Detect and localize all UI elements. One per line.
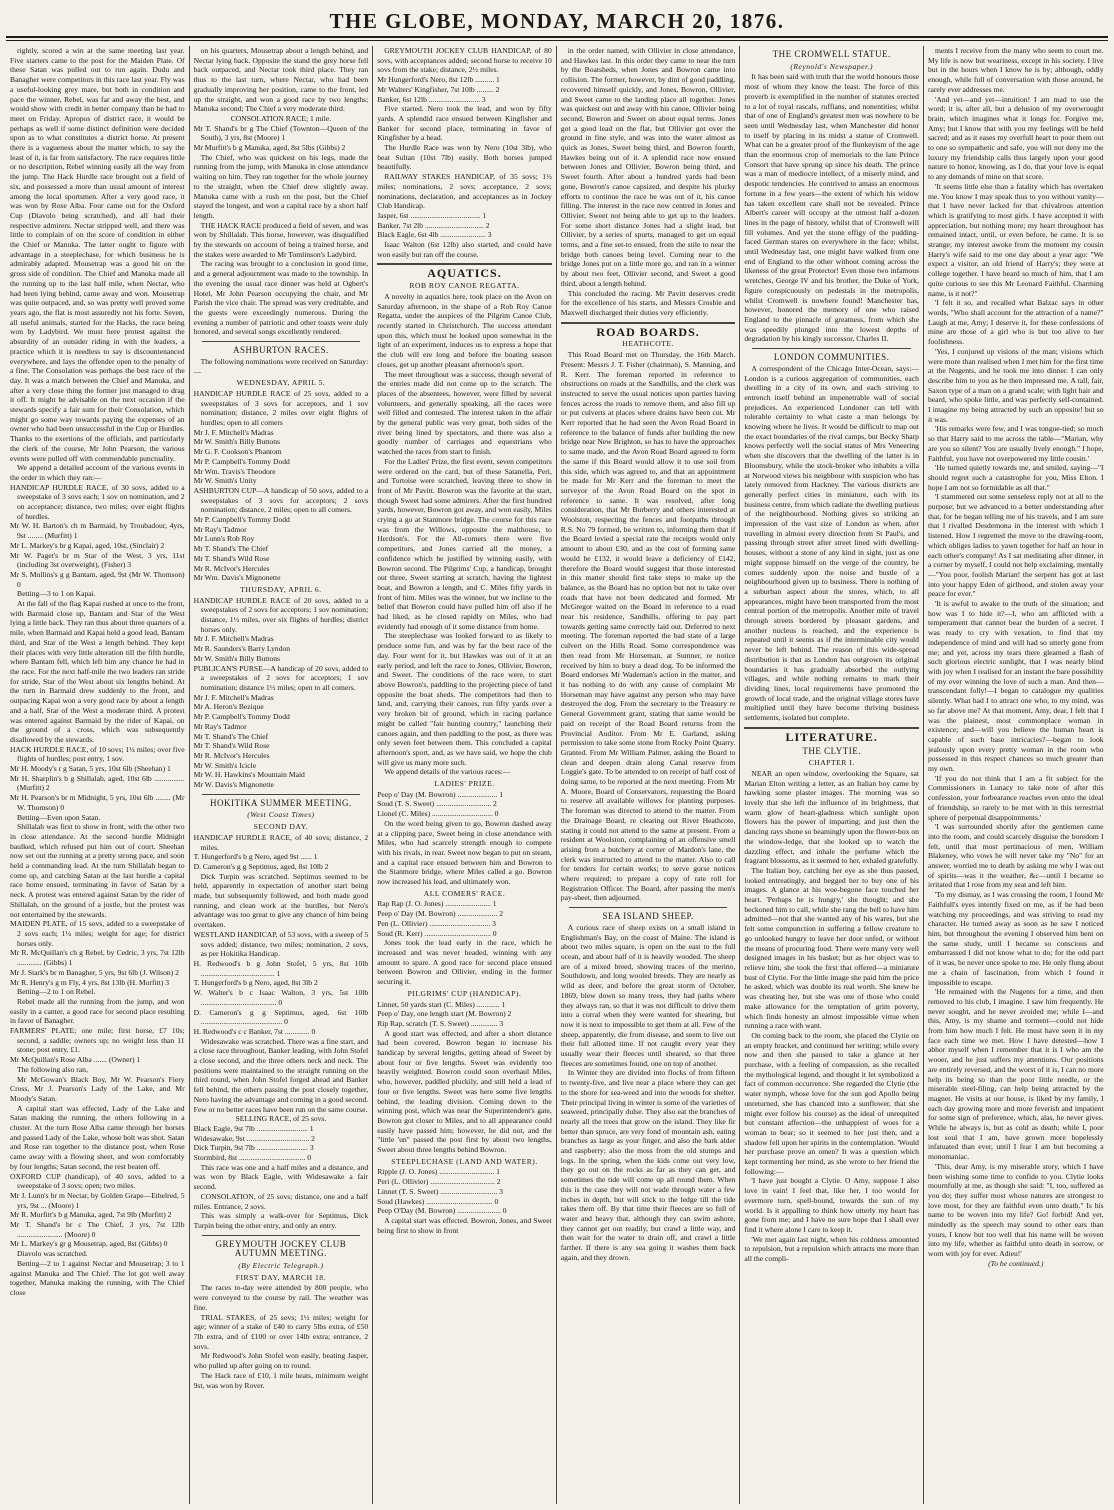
race-heading: PILGRIMS' CUP (HANDICAP). [407,988,522,998]
article-text: RAILWAY STAKES HANDICAP, of 35 sovs; 1½ miles; nominations, 2 sovs; acceptance, 2 sovs; nominations, declaration, and acceptances as in Jockey Club Handicap. [377,172,552,211]
race-result: Ripple (J. O. Jones) ............................. 1 [377,1167,500,1177]
article-text: Dick Turpin was scratched. Septimus seemed to be held, apparently in expectation of another start being made, but subsequently followed, and both made good running, and clean work at the hurdles, but Nero's advantage was too great to give any chance of him being overtaken. [193,871,369,930]
article-text: Betting—2 to 1 against Nectar and Mousetrap; 3 to 1 against Manuka and The Chief. The lot got well away together, Manuka making the running, with The Chief close [10,1258,185,1297]
article-text: Shillalah was first to show in front, with the other two in close attendance. At the second hurdle Midnight baulked, which refused put him out of court. Sheehan now set out the running at a pretty strong pace, and soon held a commanding lead. At the turn Shillalah began to come up, and catching Satan at the last hurdle a capital race home ensued, terminating in favor of Satan by a neck. A protest was entered against Satan by the rider of Shillalah, on the ground of a jostle, but the protest was not entertained by the stewards. [10,822,185,919]
race-result: Jasper, 6st ..................................... 1 [377,210,487,220]
article-text: TRIAL STAKES, of 25 sovs; 1½ miles; weight for age; winner of a stake of £40 to carry 5lbs extra, of £50 7lb extra, and of £100 or over 14lb extra; entrance, 2 sovs. [193,1312,369,1351]
article-text: Widesawake was scratched. There was a fine start, and a close race throughout, Banker leading, with John Stofel a close second, and the three others neck and neck. The positions were maintained to the straight running on the third round, when John Stofel forged ahead and Banker fell behind, the others passing the post closely together, Nero having the advantage and coming in a good second. Few or no better races have been run on the same course. [193,1036,369,1114]
story-title: THE CLYTIE. [802,745,861,756]
source-line: (Reynold's Newspaper.) [790,61,873,71]
article-text: 'His remarks were few, and I was tongue-tied; so much so that Harry said to me across the table—"Marian, why are you so silent? You are usually lively enough." I hope, Faithful, you have not overpowered my little cousin.' [927,424,1104,463]
article-text: The Italian boy, catching her eye as she thus paused, looked entreatingly, and begged her to buy one of his images. A glance at his woe-begone face touched her heart. 'Perhaps he is hungry,' she thought; and she beckoned him to call, while she rang the bell to have him admitted—not that she wanted any of his wares, but she felt some compunction in suffering a fellow creature to go unlooked hungry to leave her door unfed, or without the means of procuring food. There were many very well designed images in his basket; but as her object was to relieve him, she took the first that offered—a miniature bust of Clytie. For the little image she paid him the price he asked, which was double its real worth. She knew he was cheating her, but she was one of those who could make allowance for the temptation of grim poverty, which finds honesty an almost impossible virtue when running a race with want. [744,865,919,1031]
article-text: 'I have just bought a Clytie. O Amy, suppose I also love in vain! I feel that, like her, I too would for evermore turn, spell-bound, towards the sun of my world. Is it appalling to think how utterly my heart has gone from me; and I have no sure hope that I shall ever find it where alone I care to keep it. [744,1176,919,1234]
race-result: T. Hungerford's b g Nero, aged 9st ...... 1 [193,852,318,862]
article-text: The steeplechase was looked forward to as likely to produce some fun, and was by far the best race of the day. Four went for it, but Hawkes was out of it at an early period, and left the race to Jones, Ollivier, Bowron, and Sweet. The conditions of the race were, to start above Bowron's, paddling to the projecting piece of land opposite the boat sheds. The competitors had then to land, and, carrying their canoes, run fifty yards over a very broken bit of ground, which in racing parlance might be called "fair hunting country," launching their canoes again, and then paddling to the post, as there was only seven feet between them. This concluded a capital afternoon's sport, and, as we have said, we hope the club will give us many more such. [377,631,552,767]
race-result: Mr McQuillan's Rose Alba ....... (Owner) 1 [10,1055,141,1065]
article-text: A capital start was effected. Bowron, Jones, and Sweet being first to show in front [377,1215,552,1235]
divider [744,727,919,729]
entry: Mr Wm. Davis's Mignonette [193,573,281,583]
race-result: Mr L. Markey's br g Kapai, aged, 10st, (Sinclair) 2 [10,540,165,550]
page-columns [6,46,1108,1504]
entry: Mr P. Campbell's Tommy Dodd [193,456,290,466]
article-text: in the order named, with Ollivier in close attendance, and Hawkes last. In this order they came to near the turn by the Boatsheds, when Jones and Bowron came into collision. The former, however, by dint of good paddling, recovered himself quickly, and Jones, Bowron, Ollivier, and Sweet came to the landing place all together. Jones was quickest out and away with his canoe, Ollivier being second, Bowron and Sweet on about equal terms. Jones got a good lead on the flat, but Ollivier got over the ground in fine style, and was into the water almost as quick as Jones, Sweet being third, and Bowron fourth, Hawkes being out of it. A splendid race now ensued between Jones and Ollivier, Bowron being third, and Sweet fourth. After about a hundred yards had been gone, Bowron's canoe capsized, and despite his plucky efforts to continue the race he was out of it, his canoe filling. The interest in the race now centred in Jones and Ollivier, Sweet not being able to get up to the leaders. For some short distance Jones had a slight lead, but Ollivier, by a series of spurts, managed to get on equal terms, and a fine set-to ensued, from the stile to near the bridge both canoes being level. Coming near to the bridge Jones put on a little more go, and ran in a winner by about two feet, Ollivier second, and Sweet a good third, about a length behind. [560,46,736,288]
section-heading: GREYMOUTH JOCKEY CLUB AUTUMN MEETING. [215,1238,347,1259]
article-text: The following nominations were received on Saturday:— [193,356,369,376]
race-title: HANDICAP HURDLE RACE of 20 sovs, added to a sweepstakes of 2 sovs for acceptors; 1 sov nomination; distance, 1½ miles, over six flights of hurdles; district horses only. [193,595,369,634]
column-2 [190,46,374,1504]
race-result: Mr Hungerford's Nero, 8st 12lb .......... 1 [377,75,500,85]
entry: Mr W. Smith's Billy Buttons [193,653,280,663]
section-heading: THE CROMWELL STATUE. [772,49,891,59]
article-text: We append details of the various races:— [384,767,511,777]
race-title: OXFORD CUP (handicap), of 40 sovs, added to a sweepstake of 3 sovs; open; two miles. [10,1171,185,1191]
article-text: Mr McGowan's Black Boy, Mr W. Pearson's Fiery Cross, Mr J. Pearson's Lady of the Lake, and Mr Moody's Satan. [10,1074,185,1103]
race-result: Soud (R. Kerr) ................................... 0 [377,928,497,938]
article-text: Five started. Nero took the lead, and won by fifty yards. A splendid race ensued between Kingfisher and Banker for second place, terminating in favor of Kingfisher by a head. [377,104,552,143]
masthead-rule-thin [6,40,1108,41]
article-text: The Hack race of £10, 1 mile heats, minimum weight 9st, was won by Rover. [193,1370,369,1390]
article-text: The racing was brought to a conclusion in good time, and a general adjournment was made to the township. In the evening the usual race dinner was held at Ogbert's Hotel, Mr John Pearson occupying the chair, and Mr Parish the vice chair. The spread was very creditable, and the guests were exceedingly numerous. During the evening a number of patriotic and other toasts were duly honored, and several songs excellently rendered. [193,259,369,337]
article-text: Diavolo was scratched. [17,1249,88,1259]
article-text: CONSOLATION, of 25 sovs; distance, one and a half miles. Entrance, 2 sovs. [193,1191,369,1211]
race-heading: LADIES' PRIZE. [434,779,495,789]
column-5 [740,46,924,1504]
betting-line: Betting—3 to 1 on Kapai. [17,589,96,599]
race-title: HANDICAP HURDLE RACE, of 30 sovs, added to a sweepstake of 3 sovs each; 1 sov on nomination, and 2 on acceptance; distance, two miles; over eight flights of hurdles. [10,482,185,521]
entry: Mr T. Shand's Wild Rose [193,553,270,563]
entry: Mr A. Heron's Bezique [193,702,264,712]
entry: Mr R. McIvor's Hercules [193,563,270,573]
article-text: Isaac Walton (6st 12lb) also started, and could have won easily but ran off the course. [377,240,552,259]
article-text: 'If you do not think that I am a fit subject for the Commissioners in Lunacy to take note of after this confession, your forbearance reaches even unto the ideal of friendship, so rarely to be met with in this terrestrial sphere of perpetual disappointments.' [927,773,1104,822]
race-result: Rip Rap, scratch (T. S. Sweet) .............. 3 [377,1018,504,1028]
race-title: HANDICAP HURDLE RACE, of 40 sovs; distance, 2 miles. [193,832,369,852]
section-heading: LITERATURE. [785,729,878,744]
race-title: ASHBURTON CUP—A handicap of 50 sovs, added to a sweepstakes of 3 sovs for acceptors; 2 sovs nomination; distance, 2 miles; open to all comers. [193,485,369,515]
article-text: Rebel made all the running from the jump, and won easily in a canter, a good race for second place resulting in favor of Banagher. [10,996,185,1026]
entry: Mr Ray's Tadmor [193,721,247,731]
entry: Mr P. Campbell's Tommy Dodd [193,515,290,525]
column-3 [373,46,557,1504]
article-text: A good start was effected, and after a short distance had been covered, Bowron began to increase his handicap by several lengths, getting ahead of Sweet by about four or five lengths. Sweet was evidently too heavily weighted. Bowron could soon overhaul Miles, who, however, paddled pluckily, and still held a lead of four or five lengths. Sweet was here some five lengths behind, the leading division. Coming down to the winning post, which was near the Superintendent's gate, Bowron got closer to Miles, and to all appearance could easily have passed him; however, he did not, and the "little 'un" passed the post first by about two lengths, Sweet about three lengths behind Bowron. [377,1028,552,1155]
article-text: At the fall of the flag Kapai rushed at once to the front, with Barmaid close up, Bantam and Star of the West lying a little back. They ran thus about three quarters of a mile, when Barmaid and Kapai held a good lead, Bantam third, and Star of the West a length behind. They kept their places with very little alteration till the fifth hurdle, where Bantam fell, which left him any chance he had in the race. For the next half-mile the two leaders ran stride for stride, Star of the West about six lengths behind. At the turn in Barmaid drew suddenly to the front, and outpacing Kapai won a very good race by about a length and a half, Star of the West a moderate third. A protest was entered against Barmaid by the rider of Kapai, on the ground of a cross, which was subsequently disallowed by the stewards. [10,599,185,744]
article-text: 'We met again last night, when his coldness amounted to repulsion, but a repulsion which attracts me more than all the compli- [744,1234,919,1264]
article-text: For the Ladies' Prize, the first event, seven competitors were ordered on the card, but of these Satanella, Peri, and Tortoise were scratched, leaving three to show in front of Mr Pavitt. Bowron was the favorite at the start, though Sweet had some admirers. After the first hundred yards, however, Bowron got away, and won easily, Miles crying a go at Stanmore bridge. The course for this race was from the Willows, opposite the malthouse, to Herdson's. For the All-comers there were five competitors, and Jones carried all the money, a confidence which he justified by winning easily, with Bowron second. The Pilgrims' Cup, a handicap, brought out three, Sweet starting at scratch, having the lightest boat, and Bowron a length, and C. Miles fifty yards in front of him. Miles was the winner, but we incline to the belief that Bowron could have pulled him off also if he had liked, as he closed rapidly on Miles, who had evidently had enough of it some distance from home. [377,456,552,631]
race-result: Mr W. H. Barton's ch m Barmaid, by Troubadour, 4yrs, 9st ........ (Murfitt) 1 [10,521,185,541]
race-result: Banker, 7st 2lb ............................... 2 [377,220,490,230]
race-result: Peep o' Day, one length start (M. Bowron) 2 [377,1009,512,1019]
race-result: Mr H. Sharplin's b g Shillalah, aged, 10st 6lb ................ (Murfitt) 2 [10,773,185,793]
race-result: Mr T. Shand's br g The Chief (Townton—Queen of the South), 3 yrs, 8st (Moore) 1 [193,123,369,143]
race-result: H. Redwood's c c Banker, 7st ............. 0 [193,1026,316,1036]
article-text: A novelty in aquatics here, took place on the Avon on Saturday afternoon, in the shape of a Rob Roy Canoe Regatta, under the auspices of the Pilgrim Canoe Club, recently started in Christchurch. The success attendant upon this, which must be looked upon somewhat in the light of an experiment, induces us to express a hope that the club will ere long and before the boating season closes, get up another pleasant afternoon's sport. [377,291,552,369]
race-result: Peep o' Day (M. Bowron) ..................... 2 [377,909,503,919]
day-heading: FIRST DAY, MARCH 18. [235,1272,327,1282]
article-text: 'I stammered out some senseless reply not at all to the purpose; but we advanced to a better understanding after that, for he began telling me of his travels, and I am sure that I rivalled Desdemona in the interest with which I listened. How I regretted the move to the drawing-room, which obliges ladies to yawn together for half an hour in each other's company! As I sat meditating after dinner, in a corner by myself, I could not help exclaiming, mentally—"You poor, foolish Marian! the serpent has got at last into your happy Eden of girlhood, and stolen away your peace for ever." [927,492,1104,599]
race-title: HANDICAP HURDLE RACE of 25 sovs, added to a sweepstakes of 3 sovs for acceptors, and 1 sov nomination; distance, 2 miles over eight flights of hurdles; open to all comers [193,388,369,428]
section-heading: AQUATICS. [427,266,502,281]
entry: Mr P. Campbell's Tommy Dodd [193,712,290,722]
article-text: GREYMOUTH JOCKEY CLUB HANDICAP, of 80 sovs, with acceptances added; second horse to receive 10 sovs from the stake; distance, 2½ miles. [377,46,552,75]
divider [202,341,361,342]
race-result: Widesawake, 9st ................................. 2 [193,1133,315,1143]
race-heading: ALL COMERS' RACE. [423,888,506,898]
entry: Mr T. Shand's The Chief [193,544,269,554]
article-text: The Hurdle Race was won by Nero (10st 3lb), who beat Sultan (10st 7lb) easily. Both horses jumped beautifully. [377,143,552,172]
divider [377,263,552,265]
day-heading: SECOND DAY. [253,822,309,832]
race-heading: STEEPLECHASE (LAND AND WATER). [391,1156,538,1166]
race-result: Pen (L. Ollivier) ................................ 3 [377,918,496,928]
entry: Mr T. Shand's Wild Rose [193,741,270,751]
article-text: 'Yes, I conjured up visions of the man; visions which were more than realised when I met him for the first time at the Nugents, and he took me into dinner. I can only describe him to you as he then impressed me. A tall, fair, Saxon type of a man on a grand scale; with light hair and beard, who spoke little, and was perfectly self-contained. I imagine my being attracted by such an opposite! but so it was. [927,346,1104,424]
section-heading: SEA ISLAND SHEEP. [602,911,694,922]
article-text: on his quarters, Mousetrap about a length behind, and Nectar lying back. Opposite the stand the grey horse fell back outpaced, and Nectar took third place. They ran thus to the last turn, where Nectar, who had been gradually improving her position, came to the front, led up the straight, and won a good race by two lengths; Manuka second; The Chief a very moderate third. [193,46,369,114]
entry: Mr J. F. Mitchell's Madras [193,692,274,702]
day-heading: WEDNESDAY, APRIL 5. [236,378,326,388]
section-heading: ROAD BOARDS. [596,324,700,339]
article-text: On coming back to the room, she placed the Clytie on an empty bracket, and continued her writing; while every now and then she paused to take a glance at her purchase, with a feeling of compassion, as she recalled the mythological legend, and thought it let symbolized a fact of common occurrence. She regarded the Clytie (the water nymph, whose love for the sun god Apollo being unreturned, she has chanced into a sunflower, that she might ever follow his course) as the ideal of unrequited but constant affection—the unhappiest of woes for a woman to bear; so it seemed to her just then, and a shadow fell upon her spirits in the contemplation. 'Would her purchase prove an omen? It was a question which kept tormenting her mind, as she wrote to her friend the following:— [744,1030,919,1176]
race-result: Mr J. Stark's br m Banagher, 5 yrs, 9st 6lb (J. Wilson) 2 [10,967,179,977]
entry: Mr Lunn's Rob Roy [193,534,255,544]
article-text: This was simply a walk-over for Septimus, Dick Turpin being the other entry, and only an entry. [193,1211,369,1230]
article-text: Mr Redwood's John Stofel won easily, beating Jasper, who pulled up after going on to round. [193,1351,369,1371]
race-title: WESTLAND HANDICAP, of 53 sovs, with a sweep of 5 sovs added; distance, two miles; nomination, 2 sovs, as per Hokitika Handicap. [193,929,369,959]
masthead [0,8,1114,34]
article-text: The Chief, who was quickest on his legs, made the running from the jump, with Manuka in close attendance waiting on him. They ran together for the whole journey to the straight, when the Chief drew slightly away. Manuka came with a rush on the post, but the Chief stayed the longest, and won a capital race by a short half length. [193,152,369,220]
masthead-rule [6,36,1108,38]
divider [561,322,736,324]
entry: Mr W. Smith's Unity [193,476,257,486]
article-text: A capital start was effected, Lady of the Lake and Satan making the running, the others following in a cluster. At the turn Rose Alba came through her horses and passed Lady of the Lake, whose bolt was shot. Satan and Rose ran together to the distance post, when Rose came away with a flowing sheet, and won comfortably by four lengths; Satan second, the rest beaten off. [10,1103,185,1171]
race-result: Mr J. Lunn's br m Nectar, by Golden Grape—Ethelred, 5 yrs, 9st ... (Moore) 1 [10,1190,185,1210]
continued-note: (To be continued.) [988,1258,1044,1268]
race-title: CONSOLATION RACE; 1 mile. [230,113,332,123]
race-result: Mr H. Pearson's br m Midnight, 5 yrs, 10st 6lb ........ (Mr W. Thomson) 0 [10,793,185,812]
race-result: T. Hungerford's b g Nero, aged, 8st 3lb 2 [193,978,318,988]
race-result: D. Cameron's g g Septimus, aged, 8st 10lb 2 [193,861,329,871]
article-text: 'This, dear Amy, is my miserable story, which I have been wishing some time to confide to you. Clytie looks mournfully at me, as though she said: "I, too, suffered as you do; they suffer most whose natures are strongest to love most, for they are faithful even unto death." Is his name to be woven into my life? Go! forbid! And yet, mindedly as the speech may sound to other ears than yours, I know but too well that his name will be woven into my life, whether as faithful unto death in sorrow, or worn with joy for ever. Adieu!' [927,1161,1104,1259]
entry: Mr Wm. Travis's Theodore [193,466,276,476]
race-title: PUBLICAN'S PURSE—A handicap of 20 sovs, added to a sweepstakes of 2 sovs for acceptors; 1 sov nomination; distance 1½ miles; open to all comers. [193,663,369,692]
entry: Mr W. Davis's Mignonette [193,780,274,790]
article-text: This Road Board met on Thursday, the 16th March. Present: Messrs J. T. Fisher (chairman), S. Manning, and R. Kerr. The foreman reported in reference to obstructions on roads at the Sandhills, and the clerk was instructed to serve the usual notices upon parties having fences across the roads to remove them, and also fill up or put culverts at places where drains have been cut. Mr Kerr reported that he had seen the Avon Road Board in reference to the balance of funds after building the new bridge near New Brighton, so has to have the approaches to same made, and the Avon Road Board agreed to form the same if this Board would allow it to use soil from this side, which was agreed to, and that an appointment be made for Mr Kerr and the foreman to meet the surveyor of the Avon Road Board on the spot in reference to same. It was resolved, after long consideration, that Mr Burberry and others interested at Woolston, respecting the fences and footpaths through R.S. No 79 formed, be written to, informing them that if the Board levied a special rate the receipts would only amount to about £30, and as the cost of forming same would be £132, it would leave a deficiency of £142, therefore the Board would suggest that those interested in this matter should first take steps to make up the balance, as the Board has no option but not to take over roads that have not been dedicated and formed. Mr McGregor waited on the Board in reference to a road near his residence, Sandhills, offering to pay part towards getting same correctly laid out. Deferred to next meeting. The foreman reported the bad state of a large culvert on the Hills Road. Some correspondence was then read from Mr Horseman, at Sumner, re notice received by him to bury a dead dog. To be informed the Board endorses Mr Wademan's action in the matter, and it has nothing to do with any cause of complaint Mr Horseman may have against any person who may have destroyed the dog. From the secretary to the Treasury re General Government grant, stating that same would be paid on receipt of the Road Board returns from the Provincial Auditor. From Mr E. Garland, asking permission to take some stone from Rocky Point Quarry. Granted. From Mr William Palmer, asking the Board to clean and deepen drain along Canal reserve from Loggie's gate. To be attended to on receipt of half cost of doing same, to be reported at the next meeting. From Mr A. Moore, Board of Conservators, requesting the Board to reserve all available willows for planting purposes. The foreman was directed to attend to the matter. From the Drainage Board, re clearing out River Heathcote, stating it could not attend to the same at present. From a resident at Woolston, complaining of an offensive smell arising from a butchery at corner of Mardon's lane, the clerk was instructed to attend to the matter. Also to call for tenders for certain works; to serve gorse notices where required; to prepare a copy of rate roll for Registration Officer. The Board, after passing the men's pay-sheet, then adjourned. [560,350,736,903]
newspaper-title: THE GLOBE, MONDAY, MARCH 20, 1876. [329,8,785,33]
section-heading: ASHBURTON RACES. [232,345,329,356]
divider [752,348,911,349]
article-text: 'I felt it so, and recalled what Balzac says in other words, "Who shall account for the attraction of a name?" Laugh at me, Amy; I deserve it, for these confessions of mine are those of a girl who is but too alive to her foolishness. [927,298,1104,347]
column-4 [557,46,741,1504]
source-line: (West Coast Times) [247,810,315,820]
race-result: Black Eagle, 9st 7lb ........................... 1 [193,1123,314,1133]
entry: Mr J. F. Mitchell's Madras [193,634,274,644]
divider [202,794,361,795]
article-text: 'I was surrounded shortly after the gentlemen came into the room, and could scarcely disguise the boredom I felt, until that most pertinacious of men, William Blakeney, who vows he will never take my "No" for an answer, worried me to death by asking me why I was out of spirits—was it the weather, &c—until I became so irritated that I rose from my seat and left him. [927,822,1104,890]
article-text: ments I receive from the many who seem to court me. My life is now but weariness, except in his society. I live but in the hours when I know he is by; although, oddly enough, while full of conversation with those around, he rarely ever addresses me. [927,46,1104,94]
chapter-heading: CHAPTER I. [808,758,855,768]
race-result: H. Redwood's b g John Stofel, 5 yrs, 8st 10lb ....................................... 1 [193,958,369,978]
race-result: D. Cameron's g g Septimus, aged, 6st 10lb ........................................... 0 [193,1007,369,1027]
race-title: SELLING RACE, of 25 sovs. [235,1114,327,1124]
entry: Mr G. F. Cookson's Phantom [193,447,282,457]
betting-line: Betting—Even upon Satan. [17,812,101,822]
race-result: Mr W. Paget's br m Star of the West, 3 yrs, 11st (including 3st overweight), (Fisher) 3 [10,550,185,570]
race-result: Mr R. Henry's g m Fly, 4 yrs, 8st 13lb (H. Murfitt) 3 [10,977,170,987]
article-text: A correspondent of the Chicago Inter-Ocean, says:—London is a curious aggregation of communities, each dwelling in a city of its own, and each striving to entrench itself behind an impenetrable wall of social prejudices. An experienced Londoner can tell with tolerable certainty to what caste a man belongs by knowing where he lives. It would be difficult to map out the exact boundaries of the rival camps, but Becky Sharp knows perfectly well the social status of Mrs Veneering when she discovers that the dwelling of the latter is in Bloomsbury, while the stock-broker who inhabits a villa at Norwood views his neighbour with suspicion who has lately removed from Hackney. The various districts are generally perfect cities in miniature, each with its business centre, from which radiate the dwelling purlieus of the neighbourhood. Nothing gives so striking an impression of the vast size of London as when, after travelling in almost every direction from St Paul's, and passing through street after street lined with dwelling-houses, without a stone of any kind in sight, just as one might suppose himself on the verge of the country, he comes suddenly upon the noise and bustle of a neighbourhood given up to business. There is nothing of a suburban aspect about the stores, which, to all appearances, might have been transported from the most central portion of the metropolis. Another mile of travel through streets bordered by pleasant gardens, and another nucleus is reached, and the experience is repeated until it seems as if the interminable city would never be left behind. The reason of this wide-spread distribution is that as London has outgrown its original boundaries it has gradually absorbed the outlying villages, and while nothing remains to mark their dividing lines, local requirements have promoted the growth of local trade, and the original village stores have multiplied until they have become thriving business settlements, isolated but complete. [744,363,919,723]
race-result: Mr L. Markey's gr g Mousetrap, aged, 8st (Gibbs) 0 [10,1239,168,1249]
race-result: Mr H. Moody's r g Satan, 5 yrs, 10st 6lb (Sheehan) 1 [10,764,171,774]
article-text: rightly, scored a win at the same meeting last year. Five starters came to the post for the Maiden Plate. Of these Satan was pulled out to run again. Dudu and Banagher were competitors in this race last year. Fly was a useful-looking grey mare, but both in condition and pace the winner, Rebel, was far and away the best, and would show with credit in better company than he had to meet on Friday. Apropos of district race, it would be perhaps as well if some distinct definition were decided upon as to what constitutes a district horse. At present there is a vagueness about the matter which, to say the least of it, is far from satisfactory. The race requires little or no description, Rebel winning easily all the way from the jump. The Hack Hurdle race brought out a field of six, and possessed a more than usual amount of interest among the local sportsmen. After a very good race, it was won by Rose Alba. Four came out for the Oxford Cup (Diavolo being scratched), and all had their respective admirers. Nectar stripped well, and there was little to complain of on the score of condition in either the Chief or Manuka. The latter ought to figure with advantage in a steeplechase, for which business he is admirably adapted. Mousetrap was a good bit on the gross side of condition. The Chief and Manuka made all the running up to the last half mile, when Nectar, who had been lying behind, came away and won. Mousetrap was quite outpaced, and, so was pretty well proved some years ago, the flat is most assuredly not his forte. Seven, all useful animals, started for the Hacks, the race being won by Ladybird. We must here protest against the absurdity of an outsider riding in with the leaders, a practice which it is needless to say is discountenanced everywhere, and lays the offender open to the penalty of a fine. The Consolation was perhaps the best race of the day. It was a match between the Chief and Manuka, and after a very close thing the former just managed to drag it off. It might be advisable on the next occasion if the stewards specify a fair sum for their Consolation, which might go some way towards paying the expenses of an owner who had been unsuccessful in the Cup or Hurdles. Thanks to the exertions of the officials, and particularly the clerk of the course, Mr John Pearson, the various events were pulled off with commendable punctuality. [10,46,185,463]
race-title: FARMERS' PLATE; one mile; first horse, £7 10s; second, a saddle; owners up; no weight less than 11 stone; post entry, £1. [10,1026,185,1055]
race-result: Dick Turpin, 9st 7lb ........................... 3 [193,1143,314,1153]
entry: Mr R. Saunders's Barry Lyndon [193,644,291,654]
divider [202,1235,361,1236]
race-result: Linnet (T. S. Sweet) .............................. 3 [377,1186,503,1196]
entry: Mr R. McIvor's Hercules [193,750,270,760]
article-text: The following also ran, [17,1064,88,1074]
race-title: MAIDEN PLATE, of 15 sovs, added to a sweepstake of 2 sovs each; 1¼ miles; weight for age; for district horses only. [10,919,185,948]
article-text: A curious race of sheep exists on a small island in Englishman's Bay, on the coast of Maine. The island is about two miles square, is open on the east to the full ocean, and about half of it is heavily wooded. The sheep are of a mixed breed, showing traces of the merino, Southdown, and long wooled breeds. They are nearly as wild as deer, and before the great storm of October, 1869, blew down so many trees, they had paths where they always ran, so that it was not difficult to drive them into a corral when they were wanted for shearing, but now it is next to impossible to get them at all. Few of the sheep, apparently, die from disease, and seem to live out their full allotted time. If not caught every year they usually wear their fleeces until sheared, so that three fleeces are sometimes found, one on top of another. [560,922,736,1068]
race-result: Peri (L. Ollivier) .................................. 2 [377,1177,501,1187]
section-heading: HOKITIKA SUMMER MEETING. [210,797,352,808]
race-title: HACK HURDLE RACE, of 10 sovs; 1¼ miles; over five flights of hurdles; post entry, 1 sov. [10,744,185,764]
article-text: 'He turned quietly towards me, and smiled, saying—"I should regret such a catastrophe for you, Miss Elton. I hope I am not so formidable as all that." [927,463,1104,492]
entry: Mr J. F. Mitchell's Madras [193,427,274,437]
article-text: 'To my dismay, as I was crossing the room, I found Mr Faithfull's eyes intently fixed on me, as if he had been watching my proceedings, and was striving to read my character. He turned away as soon as he saw I noticed him, but throughout the evening I observed him bent on the same study, until I became so conscious and embarrassed I did not know what to do; for the odd part of it was, he never once spoke to me. He only flung about me a chain of fascination, from which I found it impossible to escape. [927,890,1104,987]
race-result: Lionel (C. Miles) ................................ 0 [377,809,499,819]
article-text: This race was one and a half miles and a distance, and was won by Black Eagle, with Widesawake a fair second. [193,1162,369,1192]
article-text: This concluded the racing. Mr Pavitt deserves credit for the excellence of his starts, and Messrs Crosbie and Maxwell discharged their duties very efficiently. [560,288,736,317]
race-result: Peep O'Day (M. Bowron) ....................... 0 [377,1206,507,1216]
race-result: Soud (T. S. Sweet) ............................. 2 [377,799,497,809]
article-text: THE HACK RACE produced a field of seven, and was won by Shillalah. This horse, however, was disqualified by the stewards on account of being a trained horse, and the stakes were awarded to Mr Tomlinson's Ladybird. [193,220,369,259]
race-result: Mr Walters' Kingfisher, 7st 10lb ......... 2 [377,84,500,94]
race-result: Banker, 6st 12lb ........................... 3 [377,94,486,104]
article-text: On the word being given to go, Bowron dashed away at a clipping pace, Sweet being in close attendance with Miles, who had scarcely strength enough to compete with his rivals, in rear. Sweet now began to put on steam, and a capital race ensued between him and Bowron to the Stanmore bridge, where Miles called a go. Bowron now increased his lead, and ultimately won. [377,818,552,887]
entry: Mr W. H. Hawkins's Mountain Maid [193,770,305,780]
article-text: 'It seems little else than a fatality which has overtaken me. You know I may speak thus to you without vanity—that I have never lacked for that chivalrous attention which is gratifying to most girls. I have accepted it with appreciation, but nothing more; my heart throughout has remained intact, until, or even before, he came. It is so strange; my interest awoke from the moment my cousin Harry's wife said to me one day about a year ago: "We expect a visitor, an old friend of Harry's; they were at college together. I have heard so much of him, that I am quite curious to see this Mr Leonard Faithful. Charming name, is it not?" [927,181,1104,298]
column-6 [924,46,1108,1504]
article-text: In Winter they are divided into flocks of from fifteen to twenty-five, and live near a place where they can get to the shore for sea-weed and into the woods for shelter. Their principal living in winter is some of the varieties of seaweed, principally dulse. They also eat the branches of nearly all the trees that grow on the island. They like fir better than spruce, are very fond of mountain ash, eating branches as large as your finger, and also the bark alder and raspberry; also the moss from the old stumps and logs. In the spring, when the kids come out very low, they go out on the rocks as far as they can get, and sometimes the tide will come up all round them. When this is the case they will not wade through water a few inches in depth, but will stick to the ledge till the tide takes them off. By that time their fleeces are so full of water and heavy that, although they can swim ashore, they cannot get out readily, but crawl a little way, and then wait for the water to drain off, and crawl a little farther. If there is any sea going it washes them back again, and they drown. [560,1068,736,1262]
race-result: Mr T. Shand's br c The Chief, 3 yrs, 7st 12lb ........................ (Moore) 0 [10,1220,185,1239]
race-result: Mr Murfitt's b g Manuka, aged, 8st 5lbs (Gibbs) 2 [193,143,346,153]
entry: Mr Ray's Tadmor [193,524,247,534]
article-text: 'He remained with the Nugents for a time, and then removed to his club, I imagine. I saw him frequently. He never sought, and he never avoided me; while I—and this, Amy, is my shame and torment—could not hide from him how much I felt. He must have seen it in my face each time we met. How I have detested—how I abhor myself when I remember that it is I who am the wooer, and he just suffers my attentions. Our positions are entirely reversed, and the worst of it is, I can no more help its being so than the poor little needle, or the miserable steel-filing, can help being attracted by the magnet. He visits at our house, is liked by my family, I each day growing more and more feverish and impatient for some sign of preference, which, alas, he never gives. While he always is, but as cold as death; while I, poor lost soul that I am, have grown more hopelessly infatuated than ever, until I fear I am but becoming a monomaniac. [927,987,1104,1162]
section-heading: LONDON COMMUNITIES. [773,352,890,363]
article-text: 'It is awful to awake to the truth of the situation; and how was I to hide it?—I, who am afflicted with a temperament that cannot bear the burden of a secret. I was ready to cry with vexation, to find that my independence of mind and will had so utterly gone from me; and yet, across my tears there gleamed a flash of such glorious electric sunlight, that I was nearly blind with joy when I realised for an instant the bare possibility of my ever winning the love of such a man. And then—transcendant folly!—I began to catalogue my qualities silently. What had I to attract one who, to my mind, was so far above me? At that moment, Amy, dear, I felt that I was the plainest, most commonplace woman in existence; and—will you believe the human heart is capable of such base intricacies?—began to look jealously upon every pretty woman in the room who possessed in this respect chances so much greater than my own. [927,599,1104,774]
column-1 [6,46,190,1504]
betting-line: Betting—2 to 1 on Rebel. [17,987,96,997]
day-heading: THURSDAY, APRIL 6. [240,584,322,594]
race-result: Stormbird, 8st ................................... 0 [193,1153,312,1163]
entry: Mr W. Smith's Billy Buttons [193,437,280,447]
article-text: We append a detailed account of the various events in the order in which they ran:— [10,463,185,482]
race-result: Peep o' Day (M. Bowron) ..................... 1 [377,789,503,799]
article-text: It has been said with truth that the world honours those most of whom they know the least. The force of this proverb is exemplified in the number of statutes erected to a lot of royal rascals, ruffians, and nonentities; whilst that of one of England's greatest men was nowhere to be seen until Wednesday last, when Manchester did honor to itself by placing in its midst a statue of Cromwell. What can be a greater proof of the flunkeyism of the age than the enormous crop of memorials to the late Prince Consort that have sprung up since his death. The prince was a man of mediocre intellect, of a miserly mind, and despotic tendencies. He contrived to amass an enormous fortune in a few years—the extent of which his widow has taken excellent care shall not be revealed. Prince Albert's career will occupy at the utmost half a-dozen lines in the page of history, whilst that of Cromwell will fill volumes. And yet the stone effigy of the pudding-faced German stares on everywhere in the face; whilst, until Wednesday last, one might have walked from one end of England to the other without coming across the likeness of the great Protector! Even those two infamous wretches, George IV and his brother, the Duke of York, figure conspicuously on pedestals in the metropolis, whilst Cromwell is nowhere found! Manchester has, however, honored the memory of one who raised England to the pinnacle of greatness, from which she was speedily plunged into the lowest depths of degradation by his kingly successor, Charles II. [744,72,919,344]
race-result: Black Eagle, 6st 4lb ........................ 3 [377,230,492,240]
race-result: Mr R. McQuillan's ch g Rebel, by Cedric, 3 yrs, 7st 12lb ............. (Gibbs) 1 [10,948,185,968]
race-result: Mr S. Mullins's g g Bantam, aged, 9st (Mr W. Thomson) 0 [10,569,185,589]
divider [569,907,728,908]
race-result: Linnet, 50 yards start (C. Miles) ............ 1 [377,999,506,1009]
subheading: ROB ROY CANOE REGATTA. [409,281,520,291]
entry: Mr T. Shand's The Chief [193,731,269,741]
article-text: NEAR an open window, overlooking the Square, sat Marian Elton writing a letter, as an Italian boy came by hawking some plaster images. The morning was so lovely that she left the influence of its brightness, that warm glow of heart-gladness which sunlight upon flowers has the power of imparting; and just then the dancing rays shone so beamingly upon the flower-box on the window-ledge, that she looked up to watch the dazzling effect, and inhale the perfume which the fragrant blossoms, as it seemed to her, exhaled gratefully. [744,768,919,866]
article-text: Jones took the lead early in the race, which he increased and was never headed, winning with any amount to spare. A good race for second place ensued between Bowron and Ollivier, ending in the former securing it. [377,938,552,987]
article-text: The races to-day were attended by 800 people, who were conveyed to the course by rail. The weather was fine. [193,1283,369,1312]
entry: Mr W. Smith's Icicle [193,760,257,770]
article-text: 'And yet—and yet—intuition! I am mad to use the word; it is, after all, but a delusion of my overwrought brain, which imagines what it longs for. Forgive me, Amy; but I know that with you my feelings will be held sacred; and as it eases my overfull heart to pour them out to one so sympathetic and safe, you will not deny me the luxury my friendship calls thus largely upon your good nature to honor, knowing, as I do, that your love is equal to any demands of mine on that score. [927,94,1104,182]
source-line: (By Electric Telegraph.) [238,1261,324,1271]
race-result: Rap Rap (J. O. Jones) ........................ 1 [377,899,497,909]
race-result: W. Walter's b c Isaac Walton, 3 yrs, 5st 10lb ........................................ 0 [193,988,369,1007]
race-result: Soud (Hawkes) ................................... 0 [377,1196,499,1206]
race-result: Mr R. Murfitt's b g Manuka, aged, 7st 9lb (Murfitt) 2 [10,1210,172,1220]
subheading: HEATHCOTE. [622,339,674,349]
article-text: The meet throughout was a success, though several of the entries made did not come up to the scratch. The places of the absentees, however, were filled by several volunteers, and generally speaking, all the races were well filled and contested. The interest taken in the affair by the general public was very great, both sides of the river being lined by spectators, and there was also a goodly number of carriages and equestrians who watched the races from start to finish. [377,369,552,457]
